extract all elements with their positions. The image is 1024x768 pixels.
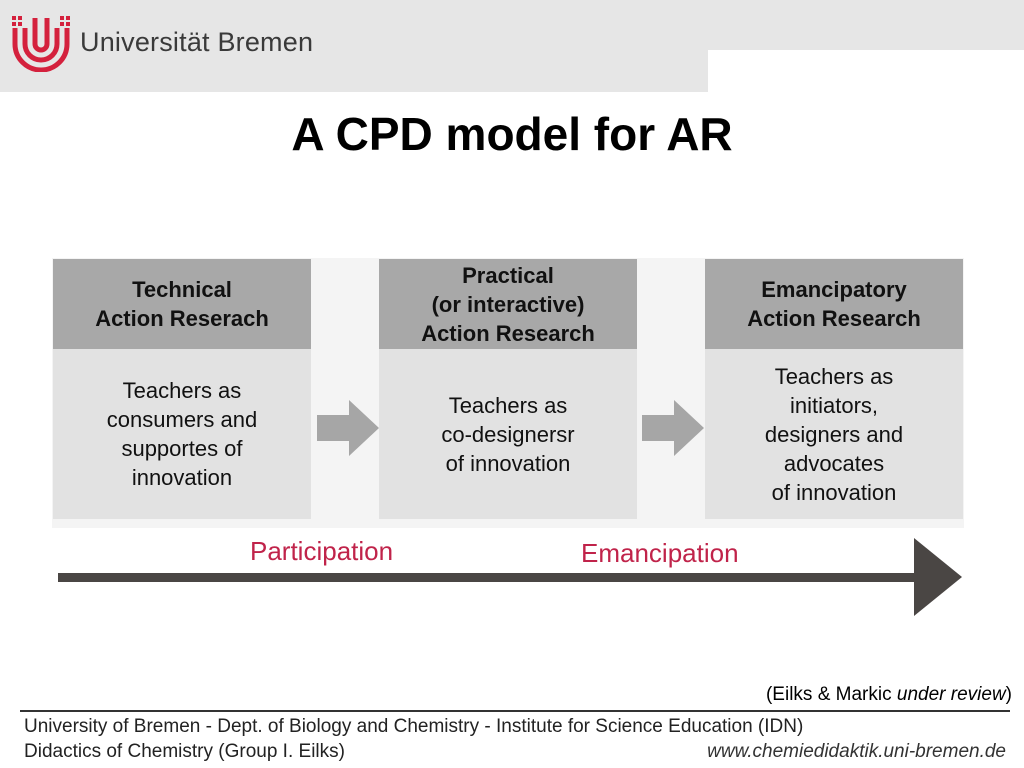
participation-label: Participation [250,536,394,566]
university-name: Universität Bremen [80,27,314,57]
stage-emancipatory [705,259,963,519]
stage-description: Teachers as co-designersr of innovation [379,349,637,519]
footer-divider [20,710,1010,712]
university-logo [10,14,72,72]
emancipation-label: Emancipation [581,538,739,568]
stage-heading: Practical (or interactive) Action Research [379,259,637,349]
stage-description: Teachers as consumers and supportes of innovation [53,349,311,519]
header-notch [708,50,1024,92]
right-arrow-icon [317,400,379,456]
progression-arrow-icon [56,536,966,620]
stage-practical [379,259,637,519]
stage-technical [53,259,311,519]
stage-description: Teachers as initiators, designers and advocates of innovation [705,349,963,519]
footer-website-link[interactable]: www.chemiedidaktik.uni-bremen.de [707,741,1006,762]
slide-title: A CPD model for AR [291,108,733,160]
footer-group: Didactics of Chemistry (Group I. Eilks) [24,741,345,762]
citation: (Eilks & Markic under review) [765,684,1012,705]
footer-affiliation: University of Bremen - Dept. of Biology and Chemistry - Institute for Science Education (IDN) [24,716,804,737]
right-arrow-icon [642,400,704,456]
stage-heading: Technical Action Reserach [53,259,311,349]
stage-heading: Emancipatory Action Research [705,259,963,349]
